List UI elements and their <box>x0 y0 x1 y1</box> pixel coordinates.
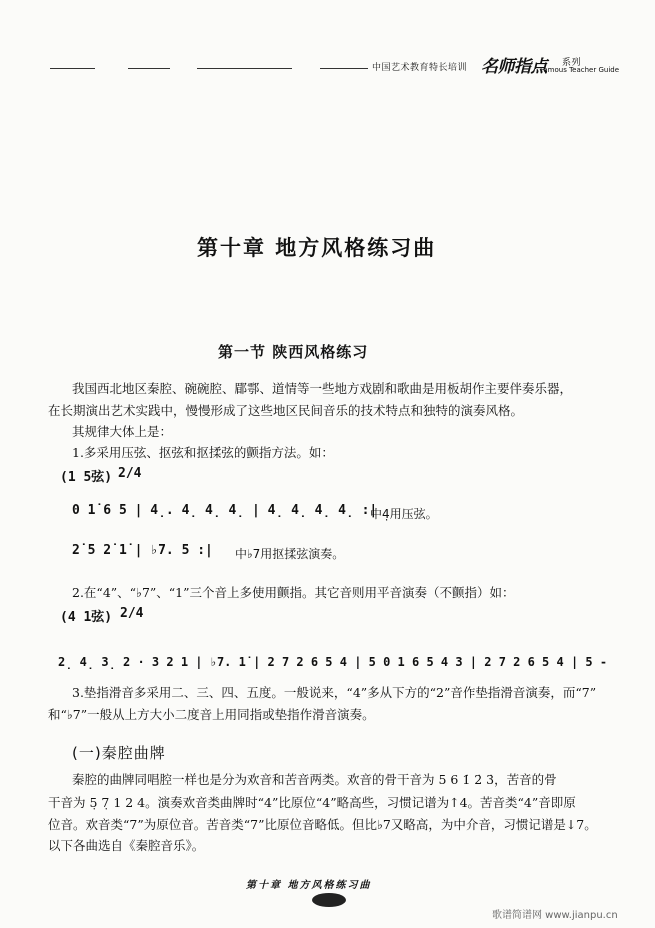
section-title: 第一节 陕西风格练习 <box>218 343 369 361</box>
example2-time-signature: 2/4 <box>120 606 144 621</box>
header-rule-left-1 <box>50 68 95 69</box>
paragraph-line: 我国西北地区秦腔、碗碗腔、郿鄠、道情等一些地方戏剧和歌曲是用板胡作主要伴奏乐器， <box>72 381 573 396</box>
rule-1: 1.多采用压弦、抠弦和抠揉弦的颤指方法。如： <box>72 445 334 460</box>
example1-annotation-1: 中4̣用压弦。 <box>370 507 438 521</box>
subsection-line: 以下各曲选自《秦腔音乐》。 <box>48 838 205 853</box>
header-rule-left-2 <box>128 68 170 69</box>
example2-tuning: (4 1弦) <box>60 610 113 625</box>
example2-notation: 2̣ 4̣ 3̣ 2 · 3 2 1 | ♭7. 1̇ | 2 7 2 6 5 4 | 5 0 1 6 5 4 3 | 2 7 2 6 5 4 | 5 - <box>58 655 608 669</box>
paragraph-line: 其规律大体上是： <box>72 424 173 439</box>
rule-2: 2.在“4”、“♭7”、“1”三个音上多使用颤指。其它音则用平音演奏（不颤指）如： <box>72 585 515 600</box>
subsection-line: 位音。欢音类“7”为原位音。苦音类“7”比原位音略低。但比♭7又略高，为中介音，习惯记谱是↓7。 <box>48 817 597 832</box>
example1-tuning: (1 5弦) <box>60 470 113 485</box>
chapter-title: 第十章 地方风格练习曲 <box>197 236 437 260</box>
subsection-title: (一)秦腔曲牌 <box>72 744 166 762</box>
example1-annotation-2: 中♭7用抠揉弦演奏。 <box>235 547 345 561</box>
header-brand-suffix: 系列 <box>562 58 582 68</box>
subsection-line: 干音为 5̣ 7̣ 1 2 4。演奏欢音类曲牌时“4”比原位“4”略高些，习惯记谱为↑4。苦音类“4”音即原 <box>48 795 576 810</box>
header-series-text: 中国艺术教育特长培训 <box>372 63 468 73</box>
header-brand-sub: Famous Teacher Guide <box>540 66 620 74</box>
paragraph-line: 在长期演出艺术实践中，慢慢形成了这些地区民间音乐的技术特点和独特的演奏风格。 <box>48 403 524 418</box>
header-brand-logo: 名师指点 <box>481 57 547 77</box>
example1-time-signature: 2/4 <box>118 466 142 481</box>
footer-chapter-label: 第十章 地方风格练习曲 <box>246 880 372 891</box>
site-watermark: 歌谱简谱网 www.jianpu.cn <box>492 910 618 921</box>
header-rule-right <box>320 68 368 69</box>
example1-notation-line2: 2̇ 5 2̇ 1̇ | ♭7. 5 :| <box>72 543 213 558</box>
example1-notation-line1: 0 1̇ 6 5 | 4̣. 4̣ 4̣ 4̣ | 4̣ 4̣ 4̣ 4̣ :| <box>72 503 378 518</box>
page-number-oval <box>312 893 346 907</box>
subsection-line: 秦腔的曲牌同唱腔一样也是分为欢音和苦音两类。欢音的骨干音为 5 6 1̇ 2̇ 3̇，苦音的骨 <box>72 772 557 787</box>
rule-3-line1: 3.垫指滑音多采用二、三、四、五度。一般说来，“4”多从下方的“2”音作垫指滑音演奏，而“7” <box>72 685 597 700</box>
rule-3-line2: 和“♭7”一般从上方大小二度音上用同指或垫指作滑音演奏。 <box>48 707 375 722</box>
header-rule-left-3 <box>197 68 292 69</box>
